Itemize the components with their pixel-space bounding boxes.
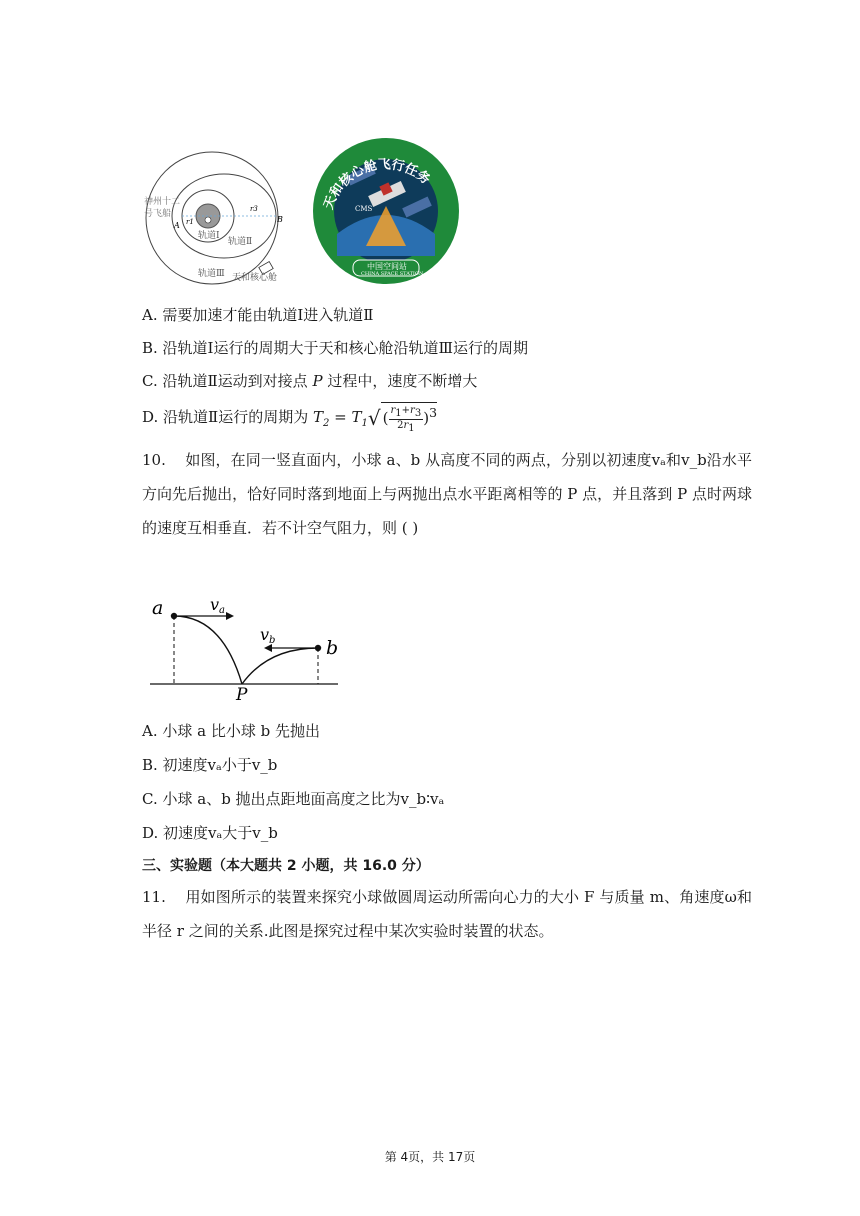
page-footer: 第 4页，共 17页 <box>384 1150 476 1164</box>
ship-label-1: 神州十二 <box>144 197 181 207</box>
orbit-figure <box>142 148 282 288</box>
point-a-label: a <box>152 597 164 619</box>
q9-option-a: A. 需要加速才能由轨道Ⅰ进入轨道Ⅱ <box>142 306 374 324</box>
r1-label: r1 <box>186 218 194 226</box>
point-a: A <box>174 221 180 230</box>
point-b-label: b <box>326 637 339 659</box>
station-label: 天和核心舱 <box>232 273 278 283</box>
q9-option-d: D. 沿轨道Ⅱ运行的周期为 $T_2 = T_1√$ ( $\frac{r_1+r_3}{2r_1}$ )$^3$ <box>142 402 437 434</box>
orbit2-label: 轨道Ⅱ <box>228 237 253 247</box>
section-heading: 三、实验题（本大题共 2 小题，共 16.0 分） <box>142 858 430 874</box>
point-b: B <box>277 215 283 224</box>
q9-option-b: B. 沿轨道Ⅰ运行的周期大于天和核心舱沿轨道Ⅲ运行的周期 <box>142 339 528 357</box>
q10-option-d: D. 初速度vₐ大于v_b <box>142 824 278 842</box>
q10-option-c: C. 小球 a、b 抛出点距地面高度之比为v_b∶vₐ <box>142 790 445 808</box>
orbit1-label: 轨道Ⅰ <box>198 231 220 241</box>
point-p-label: P <box>236 685 248 705</box>
q10-stem: 10. 如图，在同一竖直面内，小球 a、b 从高度不同的两点，分别以初速度vₐ和v_b沿水平方向先后抛出，恰好同时落到地面上与两抛出点水平距离相等的 P 点，并且落到 P 点时两球的速度互相垂直．若不计空气阻力，则 ( ) <box>142 451 753 537</box>
projectile-figure <box>148 590 348 705</box>
q10-option-a: A. 小球 a 比小球 b 先抛出 <box>142 722 320 740</box>
ship-label-2: 号飞船 <box>144 209 172 219</box>
badge-footer-cn: 中国空间站 <box>367 262 407 271</box>
q10-option-b: B. 初速度vₐ小于v_b <box>142 756 278 774</box>
orbit3-label: 轨道Ⅲ <box>198 269 225 279</box>
va-label: va <box>210 595 226 616</box>
badge-title: 天和核心舱飞行任务 <box>321 157 433 212</box>
badge-footer-en: CHINA SPACE STATION <box>361 271 424 277</box>
mission-badge <box>311 136 461 286</box>
vb-label: vb <box>260 625 276 646</box>
q9-option-c: C. 沿轨道Ⅱ运动到对接点 P 过程中，速度不断增大 <box>142 372 478 390</box>
q11-stem: 11. 用如图所示的装置来探究小球做圆周运动所需向心力的大小 F 与质量 m、角速度ω和半径 r 之间的关系.此图是探究过程中某次实验时装置的状态。 <box>142 888 753 940</box>
badge-cms: CMS <box>355 205 373 213</box>
r3-label: r3 <box>250 205 258 213</box>
